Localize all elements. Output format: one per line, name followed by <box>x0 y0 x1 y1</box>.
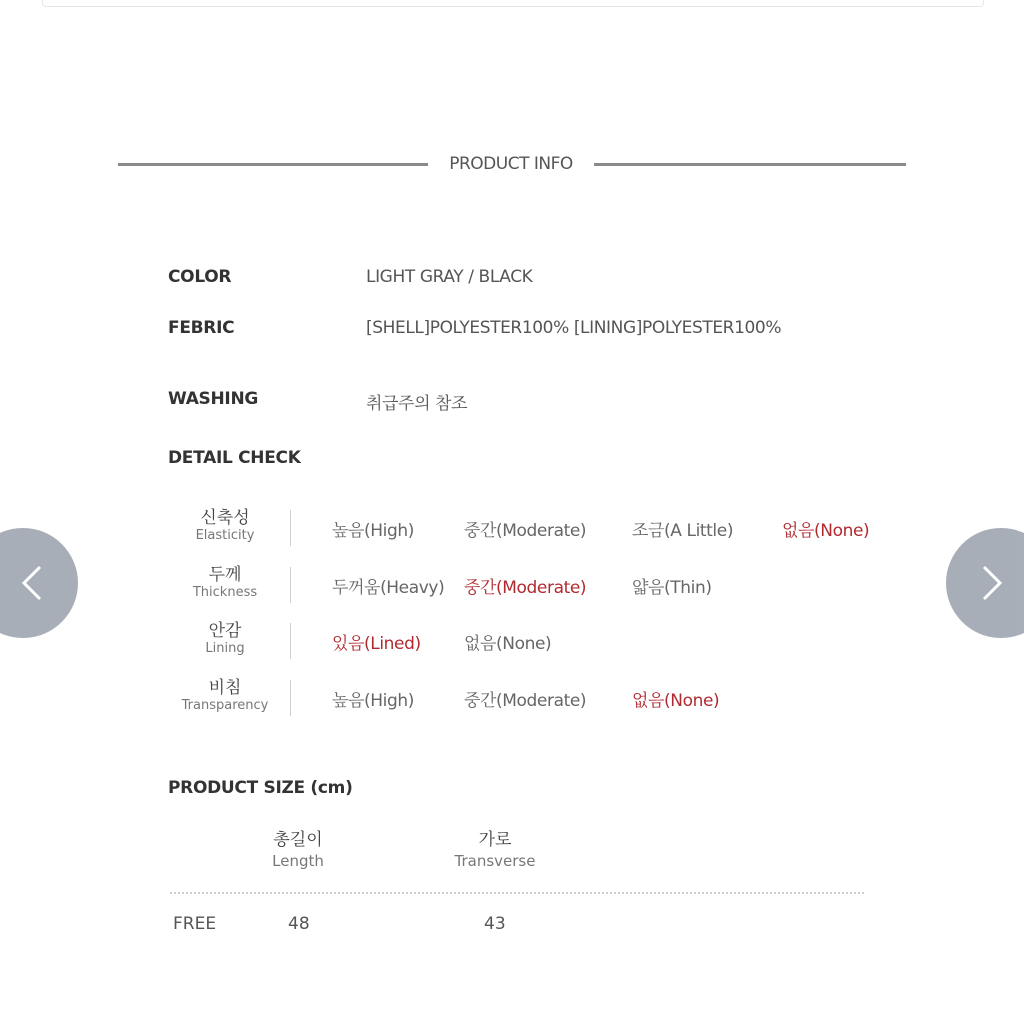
next-image-button[interactable] <box>946 528 1024 638</box>
option-thin: 얇음(Thin) <box>632 578 712 598</box>
option-moderate-selected: 중간(Moderate) <box>464 578 587 598</box>
option-lined-selected: 있음(Lined) <box>332 634 421 654</box>
size-column-en: Transverse <box>454 852 536 870</box>
detail-row-transparency <box>170 678 890 724</box>
color-label: COLOR <box>168 267 232 287</box>
option-moderate: 중간(Moderate) <box>464 691 587 711</box>
chevron-right-icon <box>970 563 1010 603</box>
row-divider <box>290 680 291 716</box>
size-column-length <box>248 829 348 871</box>
detail-label-en: Transparency <box>181 698 269 713</box>
size-value-length: 48 <box>288 914 310 934</box>
detail-label-en: Thickness <box>192 585 258 600</box>
option-none-selected: 없음(None) <box>632 691 720 711</box>
size-row-name: FREE <box>173 914 217 934</box>
header-rule-right <box>594 163 906 166</box>
detail-label <box>170 508 280 544</box>
detail-label <box>170 565 280 601</box>
detail-row-lining <box>170 621 890 667</box>
detail-row-thickness <box>170 565 890 611</box>
section-title: PRODUCT INFO <box>449 154 573 174</box>
size-column-en: Length <box>272 852 324 870</box>
size-column-ko: 가로 <box>478 830 512 850</box>
detail-label <box>170 678 280 714</box>
row-divider <box>290 510 291 546</box>
detail-label-ko: 안감 <box>208 621 242 641</box>
product-info-header <box>118 150 906 180</box>
option-none-selected: 없음(None) <box>782 521 870 541</box>
detail-row-elasticity <box>170 508 890 554</box>
previous-image-frame <box>42 0 984 7</box>
chevron-left-icon <box>14 563 54 603</box>
option-heavy: 두꺼움(Heavy) <box>332 578 445 598</box>
washing-label: WASHING <box>168 389 259 409</box>
row-divider <box>290 567 291 603</box>
row-divider <box>290 623 291 659</box>
option-moderate: 중간(Moderate) <box>464 521 587 541</box>
detail-check-title: DETAIL CHECK <box>168 448 301 468</box>
detail-label-ko: 두께 <box>208 565 242 585</box>
size-value-transverse: 43 <box>484 914 506 934</box>
header-rule-left <box>118 163 428 166</box>
fabric-label: FEBRIC <box>168 318 235 338</box>
color-value: LIGHT GRAY / BLACK <box>366 267 533 287</box>
size-table-divider <box>170 892 864 894</box>
product-size-title: PRODUCT SIZE (cm) <box>168 778 353 798</box>
fabric-value: [SHELL]POLYESTER100% [LINING]POLYESTER100% <box>366 318 782 338</box>
option-high: 높음(High) <box>332 521 414 541</box>
washing-value: 취급주의 참조 <box>366 394 468 414</box>
detail-label <box>170 621 280 657</box>
previous-image-button[interactable] <box>0 528 78 638</box>
option-a-little: 조금(A Little) <box>632 521 734 541</box>
detail-label-ko: 비침 <box>208 678 242 698</box>
option-high: 높음(High) <box>332 691 414 711</box>
option-none: 없음(None) <box>464 634 552 654</box>
detail-label-ko: 신축성 <box>200 508 250 528</box>
detail-label-en: Elasticity <box>195 528 255 543</box>
size-column-transverse <box>440 829 550 871</box>
detail-label-en: Lining <box>205 641 245 656</box>
size-column-ko: 총길이 <box>273 830 323 850</box>
